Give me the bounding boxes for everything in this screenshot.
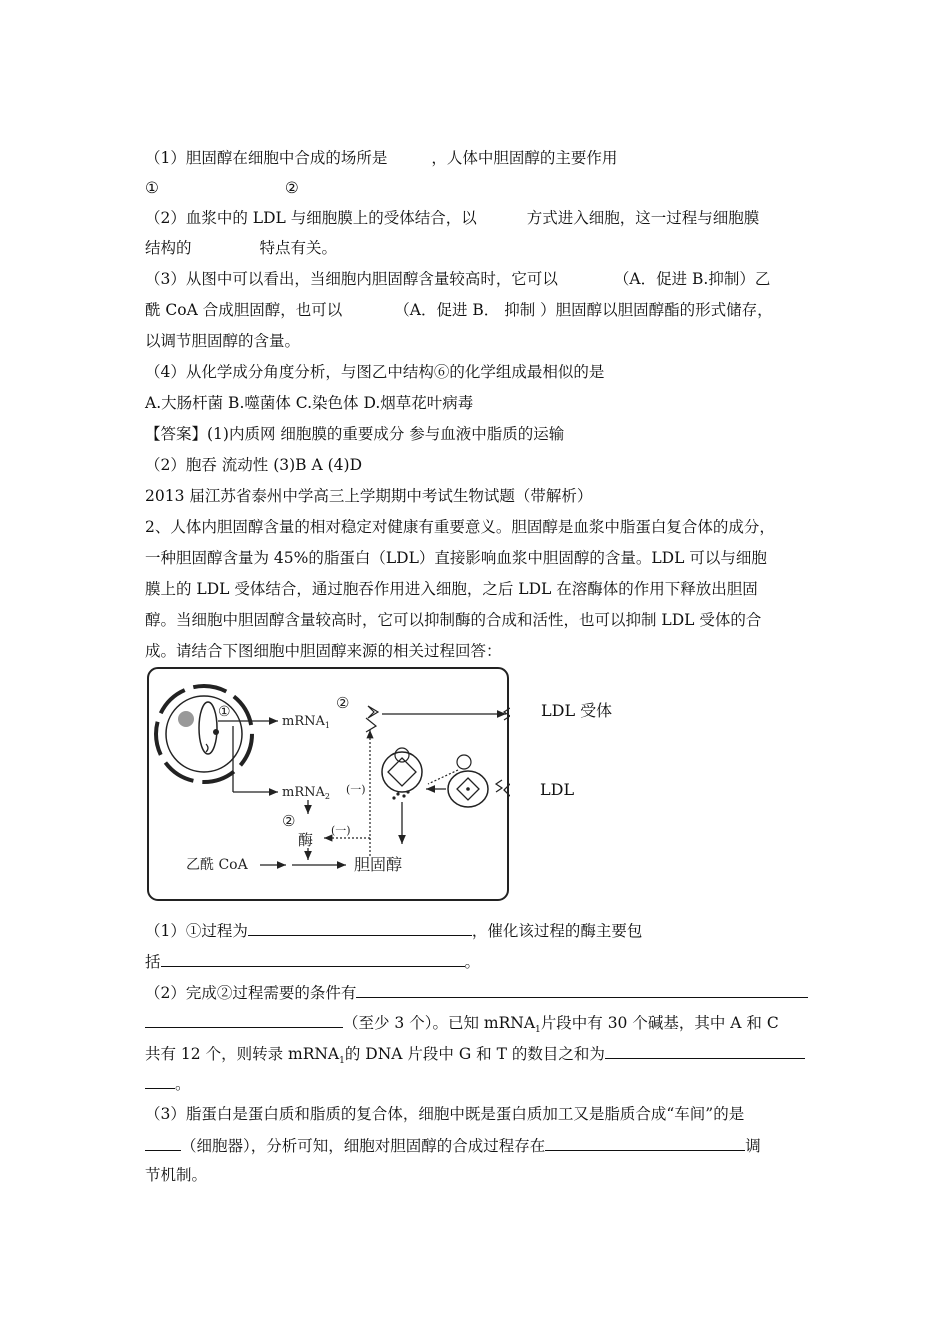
q2-stem-4: 醇。当细胞中胆固醇含量较高时，它可以抑制酶的合成和活性，也可以抑制 LDL 受体的合	[145, 611, 762, 629]
q2-sub3-line-3: 节机制。	[145, 1166, 208, 1184]
q1-text: 方式进入细胞，这一过程与细胞膜	[526, 209, 760, 227]
q1-answer-1: 【答案】(1)内质网 细胞膜的重要成分 参与血液中脂质的运输	[145, 425, 565, 443]
q2-text: 的 DNA 片段中 G 和 T 的数目之和为	[344, 1045, 605, 1063]
ribosome-icon	[368, 706, 378, 718]
q1-line-1	[145, 148, 617, 168]
pathway-diagram	[146, 666, 510, 902]
q2-sub3-line-1: （3）脂蛋白是蛋白质和脂质的复合体，细胞中既是蛋白质加工又是脂质合成“车间”的是	[145, 1105, 745, 1123]
q1-line-3	[145, 208, 759, 228]
q1-line-4	[145, 238, 337, 258]
q1-text: 酰 CoA 合成胆固醇，也可以	[145, 301, 343, 319]
cholesterol-pathway-figure	[146, 666, 510, 902]
circle-two-top-label: ②	[336, 694, 350, 712]
q2-sub1-line-1	[145, 920, 642, 941]
q2-sub2-line-2	[145, 1012, 779, 1040]
q2-stem-2: 一种胆固醇含量为 45%的脂蛋白（LDL）直接影响血浆中胆固醇的含量。LDL 可以与细胞	[145, 549, 767, 567]
q1-text: ①	[145, 179, 159, 197]
ldl-receptor-label: LDL 受体	[541, 701, 613, 720]
q1-line-7: 以调节胆固醇的含量。	[145, 332, 301, 350]
answer-blank[interactable]	[605, 1043, 805, 1059]
q2-text: （细胞器），分析可知，细胞对胆固醇的合成过程存在	[181, 1137, 546, 1155]
lysosome	[382, 748, 422, 800]
q2-text: （1）①过程为	[145, 922, 248, 940]
q1-answer-2: （2）胞吞 流动性 (3)B A (4)D	[145, 456, 362, 474]
q1-text: ，人体中胆固醇的主要作用	[431, 149, 618, 167]
subscript: 1	[535, 1025, 541, 1036]
q2-text: 。	[175, 1075, 191, 1093]
q1-text: （3）从图中可以看出，当细胞内胆固醇含量较高时，它可以	[145, 270, 558, 288]
subscript: 1	[339, 1056, 345, 1067]
q2-text: 括	[145, 953, 161, 971]
q1-line-8: （4）从化学成分角度分析，与图乙中结构⑥的化学组成最相似的是	[145, 363, 605, 381]
negative-regulation-label: (一)	[346, 783, 366, 796]
q1-options: A.大肠杆菌 B.噬菌体 C.染色体 D.烟草花叶病毒	[145, 394, 474, 412]
q1-text: 结构的	[145, 239, 192, 257]
mrna1-label: mRNA$_1$	[282, 714, 330, 730]
q1-text: 特点有关。	[259, 239, 338, 257]
q2-text: 。	[464, 953, 481, 971]
source-line: 2013 届江苏省泰州中学高三上学期期中考试生物试题（带解析）	[145, 487, 593, 505]
q2-stem-5: 成。请结合下图细胞中胆固醇来源的相关过程回答：	[145, 642, 502, 660]
q2-sub2-line-1	[145, 982, 808, 1003]
q2-sub1-line-2	[145, 951, 480, 972]
q1-line-2	[145, 178, 299, 198]
q2-sub3-line-2	[145, 1135, 761, 1156]
ldl-label: LDL	[540, 780, 575, 799]
answer-blank[interactable]	[161, 951, 465, 967]
answer-blank[interactable]	[145, 1073, 175, 1089]
cholesterol-label: 胆固醇	[354, 855, 403, 874]
q2-text: 调	[745, 1137, 761, 1155]
q1-line-5	[145, 269, 770, 289]
nucleus	[156, 686, 252, 782]
q2-text: （2）完成②过程需要的条件有	[145, 984, 357, 1002]
q2-stem-3: 膜上的 LDL 受体结合，通过胞吞作用进入细胞，之后 LDL 在溶酶体的作用下释放出胆固	[145, 580, 758, 598]
answer-blank[interactable]	[545, 1135, 745, 1151]
circle-one-label: ①	[218, 704, 231, 720]
answer-blank[interactable]	[248, 920, 472, 936]
q1-text: ②	[284, 179, 299, 197]
q1-text: （A．促进 B.抑制）乙	[613, 270, 771, 288]
circle-two-bottom-label: ②	[282, 812, 296, 830]
mrna2-label: mRNA$_2$	[282, 785, 330, 801]
enzyme-label: 酶	[298, 831, 314, 849]
answer-blank[interactable]	[145, 1135, 181, 1151]
acetyl-coa-label: 乙酰 CoA	[186, 857, 248, 873]
q1-line-6	[145, 300, 773, 320]
answer-blank[interactable]	[145, 1012, 343, 1028]
q2-stem-1: 2、人体内胆固醇含量的相对稳定对健康有重要意义。胆固醇是血浆中脂蛋白复合体的成分，	[145, 518, 775, 536]
q1-text: （1）胆固醇在细胞中合成的场所是	[145, 149, 388, 167]
q2-text: （至少 3 个）。已知 mRNA	[343, 1014, 536, 1032]
endocytic-vesicle	[448, 755, 488, 807]
nucleolus	[178, 711, 194, 727]
q2-text: 片段中有 30 个碱基，其中 A 和 C	[540, 1014, 779, 1032]
q1-text: （A．促进 B． 抑制 ）胆固醇以胆固醇酯的形式储存，	[394, 301, 773, 319]
q1-text: （2）血浆中的 LDL 与细胞膜上的受体结合，以	[145, 209, 477, 227]
q2-sub2-line-3	[145, 1043, 805, 1071]
q2-sub2-line-4	[145, 1073, 191, 1094]
q2-text: ，催化该过程的酶主要包	[471, 922, 643, 940]
negative-regulation-label-2: (一)	[331, 824, 351, 837]
answer-blank[interactable]	[356, 982, 808, 998]
q2-text: 共有 12 个，则转录 mRNA	[145, 1045, 340, 1063]
